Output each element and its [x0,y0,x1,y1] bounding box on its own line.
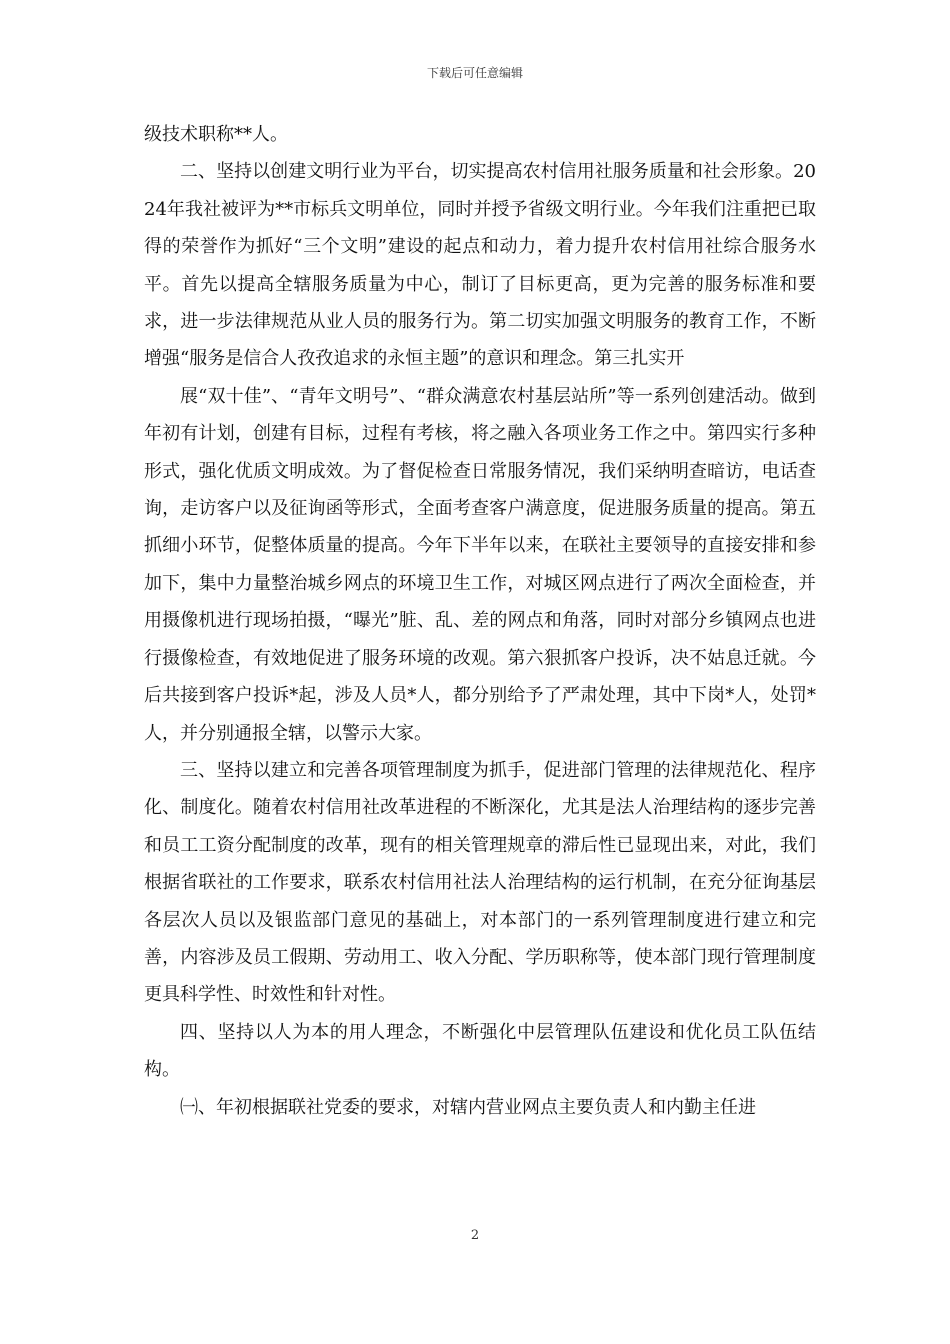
page-number: 2 [470,1228,480,1243]
document-body [144,116,816,1126]
paragraph-section-two-continued: 展“双十佳”、“青年文明号”、“群众满意农村基层站所”等一系列创建活动。做到年初有计划，创建有目标，过程有考核，将之融入各项业务工作之中。第四实行多种形式，强化优质文明成效。为了督促检查日常服务情况，我们采纳明查暗访，电话查询，走访客户以及征询函等形式，全面考查客户满意度，促进服务质量的提高。第五抓细小环节，促整体质量的提高。今年下半年以来，在联社主要领导的直接安排和参加下，集中力量整治城乡网点的环境卫生工作，对城区网点进行了两次全面检查，并用摄像机进行现场拍摄，“曝光”脏、乱、差的网点和角落，同时对部分乡镇网点也进行摄像检查，有效地促进了服务环境的改观。第六狠抓客户投诉，决不姑息迁就。今后共接到客户投诉*起，涉及人员*人，都分别给予了严肃处理，其中下岗*人，处罚*人，并分别通报全辖，以警示大家。 [144,385,816,744]
paragraph-section-four: 四、坚持以人为本的用人理念，不断强化中层管理队伍建设和优化员工队伍结构。 [144,1021,816,1081]
page-header-note: 下载后可任意编辑 [426,66,523,80]
paragraph-subsection-one: ㈠、年初根据联社党委的要求，对辖内营业网点主要负责人和内勤主任进 [180,1096,756,1118]
paragraph-section-two: 二、坚持以创建文明行业为平台，切实提高农村信用社服务质量和社会形象。2024年我社被评为**市标兵文明单位，同时并授予省级文明行业。今年我们注重把已取得的荣誉作为抓好“三个文明”建设的起点和动力，着力提升农村信用社综合服务水平。首先以提高全辖服务质量为中心，制订了目标更高，更为完善的服务标准和要求，进一步法律规范从业人员的服务行为。第二切实加强文明服务的教育工作，不断增强“服务是信合人孜孜追求的永恒主题”的意识和理念。第三扎实开 [144,161,816,370]
paragraph-section-three: 三、坚持以建立和完善各项管理制度为抓手，促进部门管理的法律规范化、程序化、制度化。随着农村信用社改革进程的不断深化，尤其是法人治理结构的逐步完善和员工工资分配制度的改革，现有的相关管理规章的滞后性已显现出来，对此，我们根据省联社的工作要求，联系农村信用社法人治理结构的运行机制，在充分征询基层各层次人员以及银监部门意见的基础上，对本部门的一系列管理制度进行建立和完善，内容涉及员工假期、劳动用工、收入分配、学历职称等，使本部门现行管理制度更具科学性、时效性和针对性。 [144,759,816,1006]
paragraph-continuation: 级技术职称**人。 [144,124,288,145]
